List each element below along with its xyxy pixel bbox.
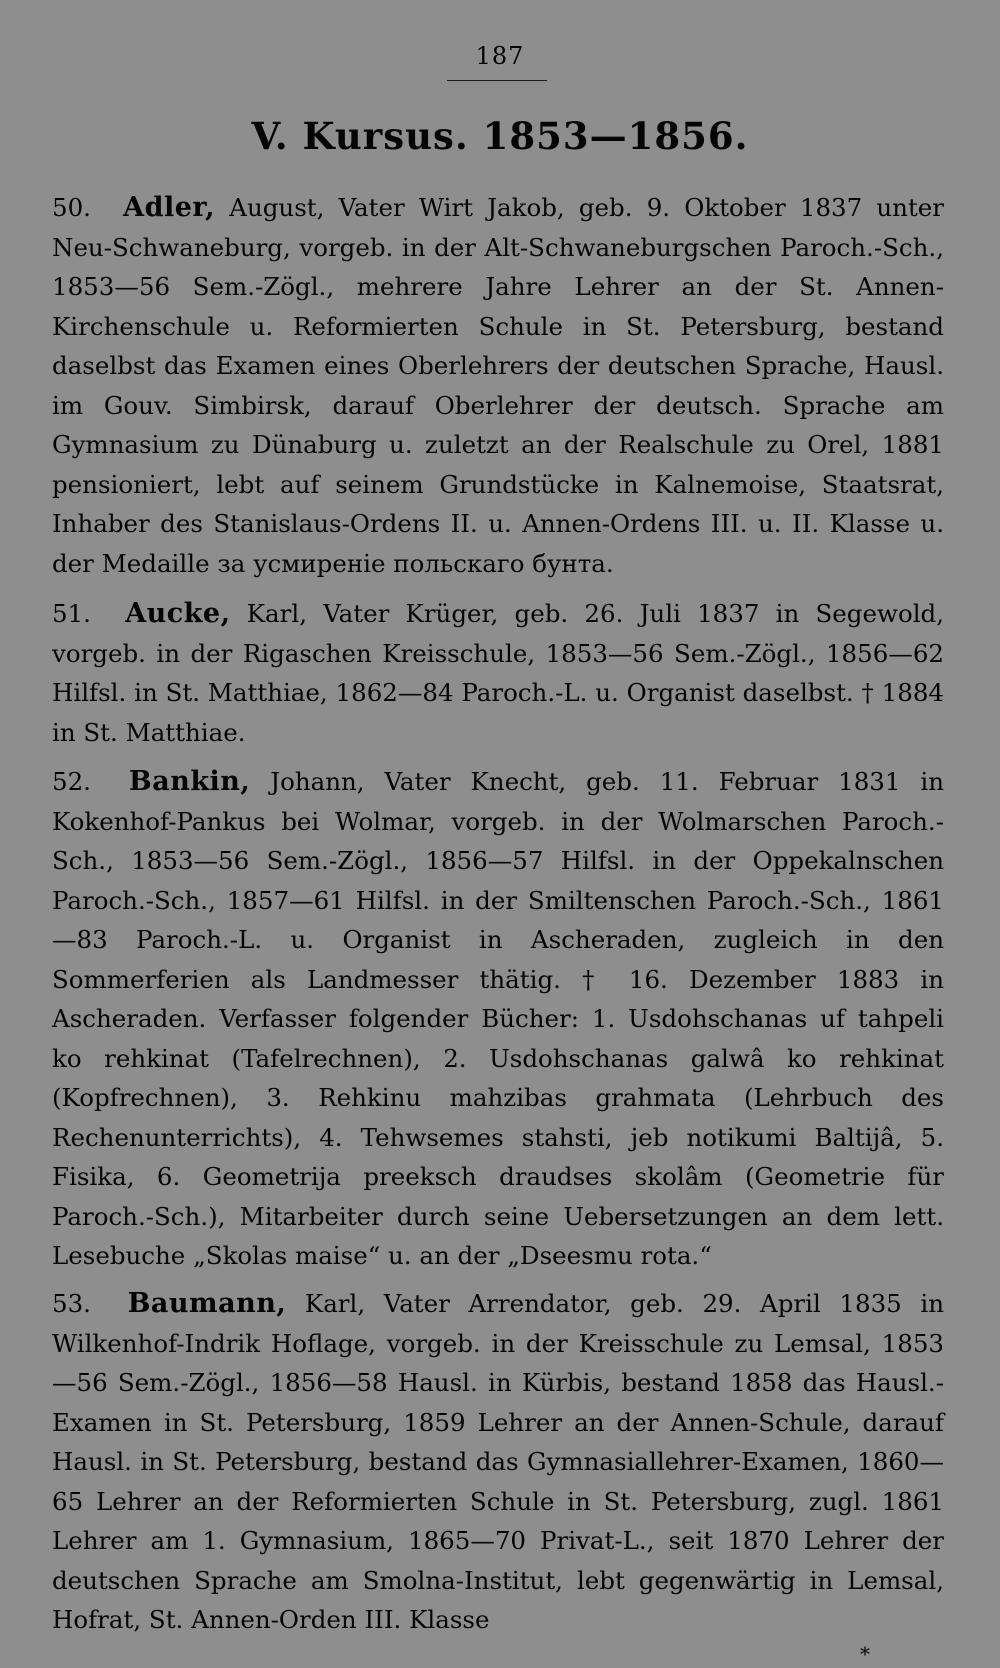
entry-text: Karl, Vater Krüger, geb. 26. Juli 1837 in Segewold, vorgeb. in der Rigaschen Kreisschule, 1853—56 Sem.-Zögl., 1856—62 Hilfsl. in St. Matthiae, 1862—84 Paroch.-L. u. Organist daselbst. † 1884 in St. Matthiae. — [52, 599, 944, 747]
section-heading: V. Kursus. 1853—1856. — [251, 114, 749, 158]
entry-number: 51. — [52, 599, 91, 628]
entry-50 — [52, 188, 944, 583]
entry-text: August, Vater Wirt Jakob, geb. 9. Oktober 1837 unter Neu-Schwaneburg, vorgeb. in der Alt-Schwaneburgschen Paroch.-Sch., 1853—56 Sem.-Zögl., mehrere Jahre Lehrer an der St. Annen-Kirchenschule u. Reformierten Schule in St. Petersburg, bestand daselbst das Examen eines Oberlehrers der deutschen Sprache, Hausl. im Gouv. Simbirsk, darauf Oberlehrer der deutsch. Sprache am Gymnasium zu Dünaburg u. zuletzt an der Realschule zu Orel, 1881 pensioniert, lebt auf seinem Grundstücke in Kalnemoise, Staatsrat, Inhaber des Stanislaus-Ordens II. u. Annen-Ordens III. u. II. Klasse u. der Medaille за усмиреніе польскаго бунта. — [52, 193, 944, 578]
entry-name: Baumann, — [127, 1288, 287, 1319]
entry-name: Bankin, — [128, 766, 251, 797]
page-number: 187 — [475, 42, 525, 70]
page-number-rule — [447, 80, 547, 81]
entry-number: 50. — [52, 193, 91, 222]
entry-name: Aucke, — [125, 598, 231, 629]
signature-mark: * — [860, 1642, 870, 1666]
entry-name: Adler, — [123, 192, 216, 223]
entry-text: Johann, Vater Knecht, geb. 11. Februar 1831 in Kokenhof-Pankus bei Wolmar, vorgeb. in der Wolmarschen Paroch.-Sch., 1853—56 Sem.-Zögl., 1856—57 Hilfsl. in der Oppekalnschen Paroch.-Sch., 1857—61 Hilfsl. in der Smiltenschen Paroch.-Sch., 1861—83 Paroch.-L. u. Organist in Ascheraden, zugleich in den Sommerferien als Landmesser thätig. † 16. Dezember 1883 in Ascheraden. Verfasser folgender Bücher: 1. Usdohschanas uf tahpeli ko rehkinat (Tafelrechnen), 2. Usdohschanas galwâ ko rehkinat (Kopfrechnen), 3. Rehkinu mahzibas grahmata (Lehrbuch des Rechenunterrichts), 4. Tehwsemes stahsti, jeb notikumi Baltijâ, 5. Fisika, 6. Geometrija preeksch draudses skolâm (Geometrie für Paroch.-Sch.), Mitarbeiter durch seine Uebersetzungen an dem lett. Lesebuche „Skolas maise“ u. an der „Dseesmu rota.“ — [52, 767, 945, 1270]
entry-number: 52. — [52, 767, 91, 796]
entry-51 — [52, 594, 944, 752]
entry-number: 53. — [52, 1289, 91, 1318]
entry-text: Karl, Vater Arrendator, geb. 29. April 1835 in Wilkenhof-Indrik Hoflage, vorgeb. in der Kreisschule zu Lemsal, 1853—56 Sem.-Zögl., 1856—58 Hausl. in Kürbis, bestand 1858 das Hausl.-Examen in St. Petersburg, 1859 Lehrer an der Annen-Schule, darauf Hausl. in St. Petersburg, bestand das Gymnasiallehrer-Examen, 1860—65 Lehrer an der Reformierten Schule in St. Petersburg, zugl. 1861 Lehrer am 1. Gymnasium, 1865—70 Privat-L., seit 1870 Lehrer der deutschen Sprache am Smolna-Institut, lebt gegenwärtig in Lemsal, Hofrat, St. Annen-Orden III. Klasse — [52, 1289, 944, 1634]
entry-53 — [52, 1284, 944, 1640]
entry-52 — [52, 762, 944, 1276]
